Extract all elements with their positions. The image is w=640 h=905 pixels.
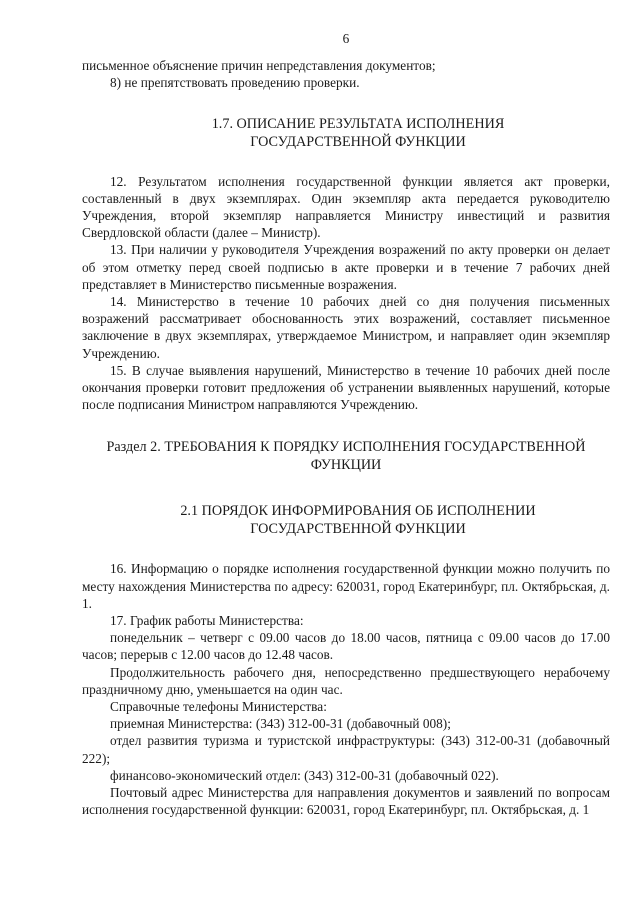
spacer <box>82 413 610 438</box>
page-number: 6 <box>342 31 350 46</box>
phone-tourism-dept: отдел развития туризма и туристской инфраструктуры: (343) 312-00-31 (добавочный 222); <box>82 733 610 766</box>
work-schedule: понедельник – четверг с 09.00 часов до 18.00 часов, пятница с 09.00 часов до 17.00 часов; перерыв с 12.00 часов до 12.48 часов. <box>82 630 610 663</box>
text-line-continuation: письменное объяснение причин непредставления документов; <box>82 58 436 74</box>
paragraph-16: 16. Информацию о порядке исполнения государственной функции можно получить по месту нахождения Министерства по адресу: 620031, город Екатеринбург, пл. Октябрьская, д. 1. <box>82 561 610 611</box>
phones-heading: Справочные телефоны Министерства: <box>110 699 327 715</box>
spacer <box>82 92 610 115</box>
spacer <box>82 151 610 173</box>
heading-1-7 <box>82 115 610 151</box>
heading-1-7-line2: ГОСУДАРСТВЕННОЙ ФУНКЦИИ <box>250 133 466 150</box>
phone-finance-dept: финансово-экономический отдел: (343) 312-00-31 (добавочный 022). <box>110 767 499 783</box>
section-2-heading-line1: Раздел 2. ТРЕБОВАНИЯ К ПОРЯДКУ ИСПОЛНЕНИЯ ГОСУДАРСТВЕННОЙ <box>106 439 586 456</box>
paragraph-15: 15. В случае выявления нарушений, Министерство в течение 10 рабочих дней после окончания проверки готовит предложения об устранении выявленных нарушений, которые после подписания Министром направляются Учреждению. <box>82 362 610 413</box>
heading-2-1-line2: ГОСУДАРСТВЕННОЙ ФУНКЦИИ <box>250 521 466 538</box>
heading-2-1-line1: 2.1 ПОРЯДОК ИНФОРМИРОВАНИЯ ОБ ИСПОЛНЕНИИ <box>180 503 536 520</box>
postal-address: Почтовый адрес Министерства для направления документов и заявлений по вопросам исполнения государственной функции: 620031, город Екатеринбург, пл. Октябрьская, д. 1 <box>82 785 610 818</box>
document-page <box>82 30 610 819</box>
working-day-note: Продолжительность рабочего дня, непосредственно предшествующего нерабочему праздничному дню, уменьшается на один час. <box>82 664 610 697</box>
section-2-heading-line2: ФУНКЦИИ <box>310 457 382 474</box>
heading-2-1 <box>82 502 610 538</box>
spacer <box>82 538 610 560</box>
paragraph-13: 13. При наличии у руководителя Учреждения возражений по акту проверки он делает об этом отметку перед своей подписью в акте проверки и в течение 7 рабочих дней представляет в Министерство письменные возражения. <box>82 242 610 292</box>
section-2-heading <box>82 438 610 474</box>
paragraph-17: 17. График работы Министерства: <box>110 613 304 629</box>
paragraph-12: 12. Результатом исполнения государственной функции является акт проверки, составленный в двух экземплярах. Один экземпляр акта передается руководителю Учреждения, второй экземпляр направляется Министру инвестиций и развития Свердловской области (далее – Министр). <box>82 173 610 241</box>
phone-reception: приемная Министерства: (343) 312-00-31 (добавочный 008); <box>110 716 451 732</box>
paragraph-14: 14. Министерство в течение 10 рабочих дней со дня получения письменных возражений рассматривает обоснованность этих возражений, составляет письменное заключение в двух экземплярах, утверждаемое Министром, и направляет один экземпляр Учреждению. <box>82 294 610 361</box>
heading-1-7-line1: 1.7. ОПИСАНИЕ РЕЗУЛЬТАТА ИСПОЛНЕНИЯ <box>211 115 505 132</box>
spacer <box>82 474 610 502</box>
list-item-8: 8) не препятствовать проведению проверки. <box>110 75 360 91</box>
